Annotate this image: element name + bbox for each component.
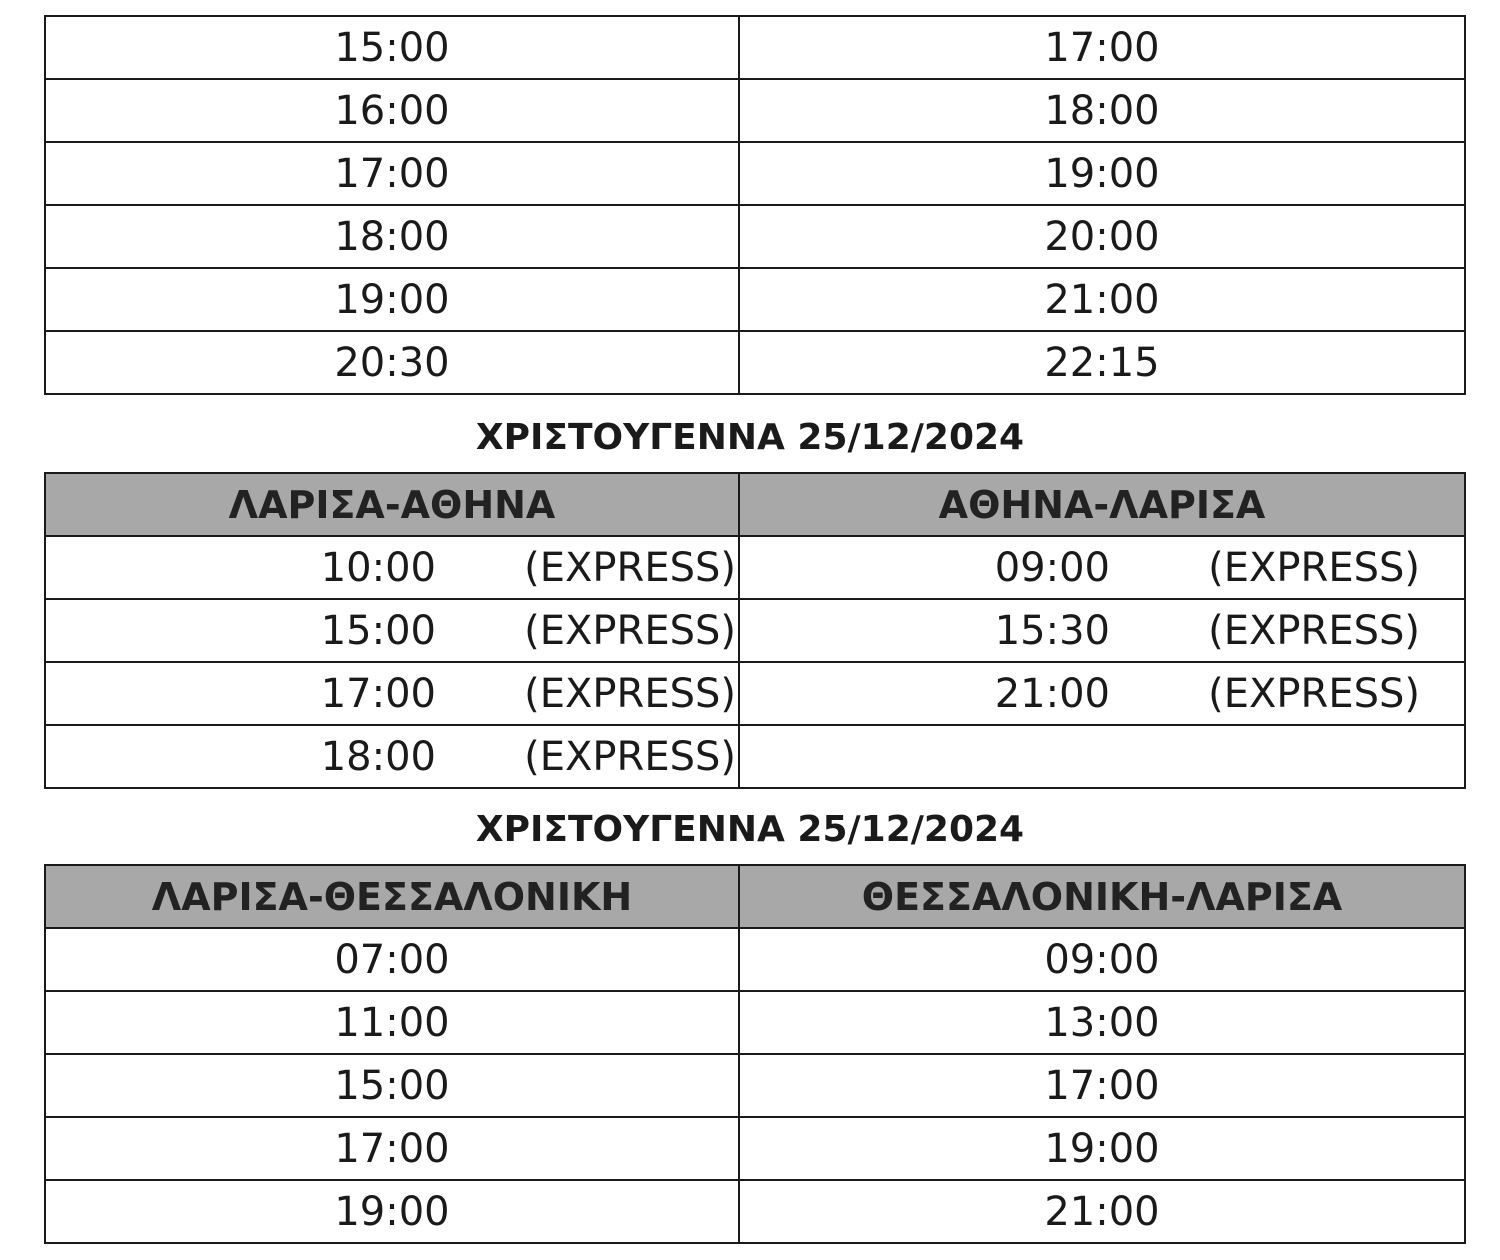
departure-time: 09:00	[994, 544, 1110, 591]
table-row	[45, 79, 1465, 142]
departure-time: 10:00	[320, 544, 436, 591]
route-header: ΘΕΣΣΑΛΟΝΙΚΗ-ΛΑΡΙΣΑ	[739, 865, 1465, 928]
service-type: (EXPRESS)	[1208, 607, 1420, 654]
departure-time: 21:00	[739, 1180, 1465, 1243]
departure-time: 15:00	[45, 1054, 739, 1117]
table-row	[45, 928, 1465, 991]
service-type: (EXPRESS)	[524, 733, 736, 780]
table-row	[45, 16, 1465, 79]
top-schedule-table	[44, 15, 1466, 395]
table-header-row	[45, 865, 1465, 928]
departure-time: 20:30	[45, 331, 739, 394]
table-row	[45, 1180, 1465, 1243]
departure-time: 17:00	[739, 16, 1465, 79]
table-row	[45, 1054, 1465, 1117]
departure-time: 18:00	[320, 733, 436, 780]
service-type: (EXPRESS)	[1208, 544, 1420, 591]
table-row	[45, 725, 1465, 788]
larisa-athens-table	[44, 472, 1466, 789]
departure-time: 19:00	[45, 268, 739, 331]
departure-time: 19:00	[739, 142, 1465, 205]
table-row	[45, 662, 1465, 725]
table-row	[45, 142, 1465, 205]
service-type: (EXPRESS)	[524, 670, 736, 717]
departure-time: 19:00	[739, 1117, 1465, 1180]
departure-time: 21:00	[739, 268, 1465, 331]
departure-time: 18:00	[45, 205, 739, 268]
section-title: ΧΡΙΣΤΟΥΓΕΝΝΑ 25/12/2024	[475, 809, 1025, 850]
departure-time: 17:00	[45, 1117, 739, 1180]
departure-time: 19:00	[45, 1180, 739, 1243]
departure-time: 22:15	[739, 331, 1465, 394]
departure-time: 09:00	[739, 928, 1465, 991]
departure-time: 17:00	[320, 670, 436, 717]
departure-time: 07:00	[45, 928, 739, 991]
table-row	[45, 536, 1465, 599]
departure-time: 13:00	[739, 991, 1465, 1054]
departure-time: 21:00	[994, 670, 1110, 717]
departure-time: 15:00	[320, 607, 436, 654]
table-row	[45, 599, 1465, 662]
larisa-thessaloniki-table	[44, 864, 1466, 1244]
departure-time: 16:00	[45, 79, 739, 142]
table-row	[45, 1117, 1465, 1180]
departure-time: 20:00	[739, 205, 1465, 268]
departure-time: 15:00	[45, 16, 739, 79]
service-type: (EXPRESS)	[1208, 670, 1420, 717]
table-row	[45, 205, 1465, 268]
route-header: ΛΑΡΙΣΑ-ΘΕΣΣΑΛΟΝΙΚΗ	[45, 865, 739, 928]
service-type: (EXPRESS)	[524, 607, 736, 654]
table-row	[45, 268, 1465, 331]
route-header: ΑΘΗΝΑ-ΛΑΡΙΣΑ	[739, 473, 1465, 536]
departure-time: 18:00	[739, 79, 1465, 142]
table-row	[45, 331, 1465, 394]
section-title: ΧΡΙΣΤΟΥΓΕΝΝΑ 25/12/2024	[475, 417, 1025, 458]
table-row	[45, 991, 1465, 1054]
departure-time: 15:30	[994, 607, 1110, 654]
departure-time: 17:00	[45, 142, 739, 205]
departure-time: 17:00	[739, 1054, 1465, 1117]
table-header-row	[45, 473, 1465, 536]
route-header: ΛΑΡΙΣΑ-ΑΘΗΝΑ	[45, 473, 739, 536]
departure-time: 11:00	[45, 991, 739, 1054]
service-type: (EXPRESS)	[524, 544, 736, 591]
